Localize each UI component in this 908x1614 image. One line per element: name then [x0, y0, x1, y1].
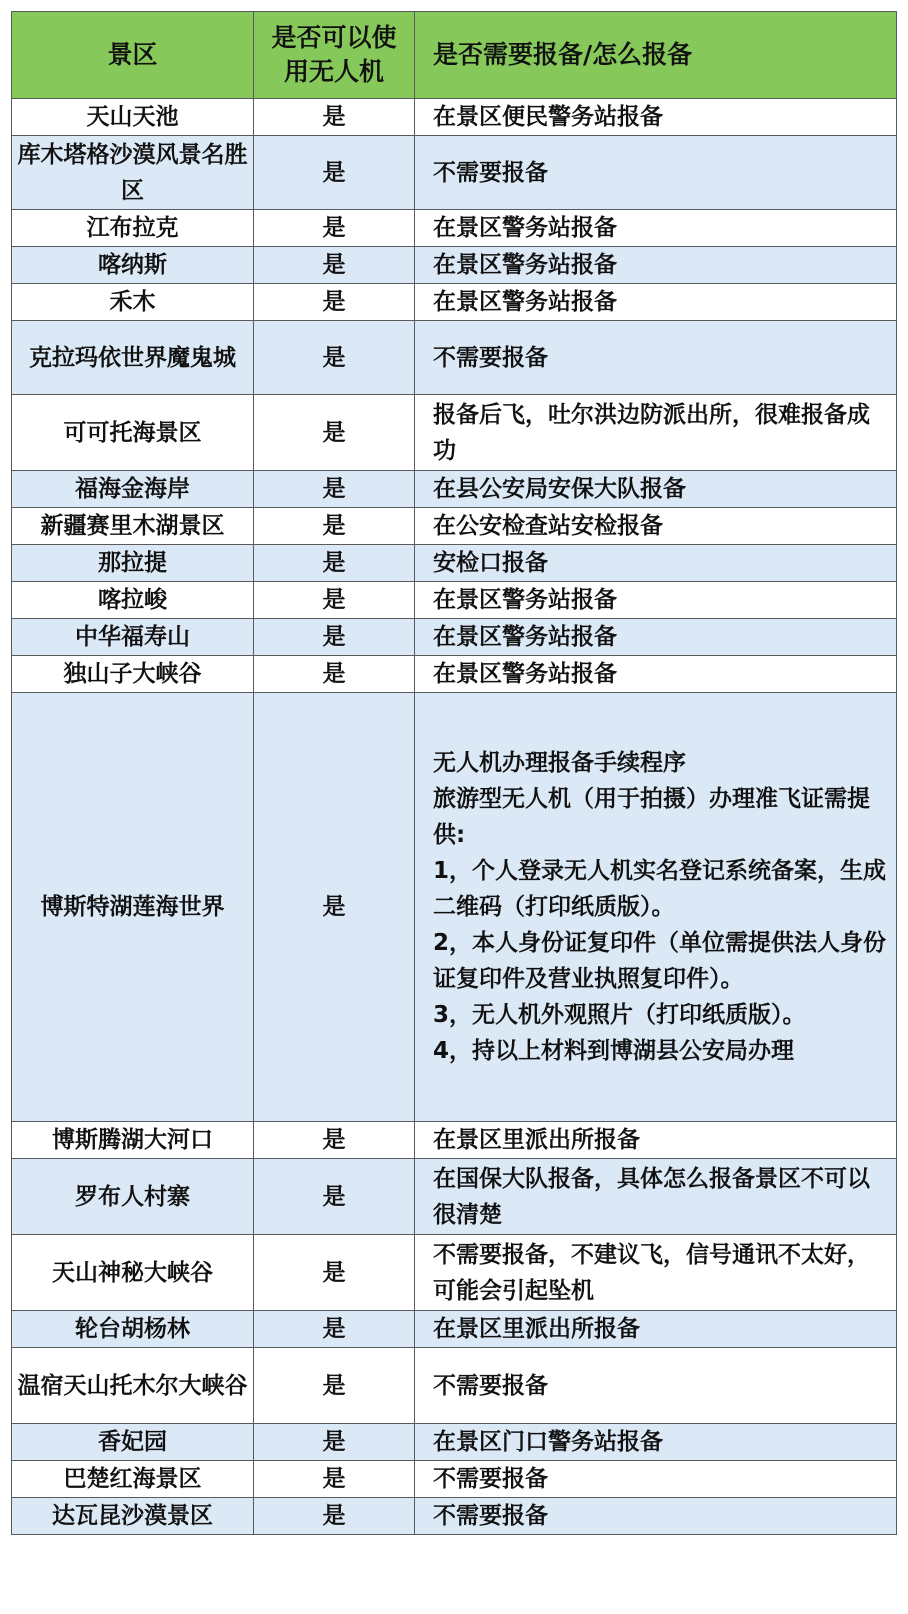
scenic-area-name: 江布拉克: [12, 210, 254, 247]
table-row: [12, 136, 897, 210]
scenic-area-name: 独山子大峡谷: [12, 656, 254, 693]
registration-note: 安检口报备: [415, 545, 897, 582]
table-row: [12, 471, 897, 508]
drone-allowed-value: 是: [254, 693, 415, 1122]
table-row: [12, 582, 897, 619]
drone-allowed-value: 是: [254, 1498, 415, 1535]
header-scenic-area: 景区: [12, 12, 254, 99]
table-row: [12, 99, 897, 136]
registration-note: 在景区警务站报备: [415, 582, 897, 619]
drone-allowed-value: 是: [254, 247, 415, 284]
registration-note: 无人机办理报备手续程序 旅游型无人机（用于拍摄）办理准飞证需提供: 1，个人登录无人机实名登记系统备案，生成二维码（打印纸质版）。 2，本人身份证复印件（单位需提供法人身份证复印件及营业执照复印件）。 3，无人机外观照片（打印纸质版）。 4，持以上材料到博湖县公安局办理: [415, 693, 897, 1122]
registration-note: 不需要报备: [415, 1461, 897, 1498]
drone-allowed-value: 是: [254, 1159, 415, 1235]
drone-allowed-value: 是: [254, 284, 415, 321]
table-row: [12, 1311, 897, 1348]
drone-allowed-value: 是: [254, 1235, 415, 1311]
drone-allowed-value: 是: [254, 395, 415, 471]
drone-allowed-value: 是: [254, 545, 415, 582]
registration-note: 在景区警务站报备: [415, 210, 897, 247]
scenic-area-name: 轮台胡杨林: [12, 1311, 254, 1348]
scenic-area-name: 天山天池: [12, 99, 254, 136]
registration-note: 不需要报备: [415, 136, 897, 210]
drone-allowed-value: 是: [254, 582, 415, 619]
registration-note: 在景区门口警务站报备: [415, 1424, 897, 1461]
registration-note: 不需要报备，不建议飞，信号通讯不太好，可能会引起坠机: [415, 1235, 897, 1311]
registration-note: 在景区里派出所报备: [415, 1122, 897, 1159]
registration-note: 不需要报备: [415, 1348, 897, 1424]
scenic-area-name: 罗布人村寨: [12, 1159, 254, 1235]
scenic-area-name: 博斯腾湖大河口: [12, 1122, 254, 1159]
table-row: [12, 508, 897, 545]
table-row: [12, 1424, 897, 1461]
scenic-area-name: 巴楚红海景区: [12, 1461, 254, 1498]
registration-note: 在景区里派出所报备: [415, 1311, 897, 1348]
registration-note: 在县公安局安保大队报备: [415, 471, 897, 508]
scenic-area-name: 新疆赛里木湖景区: [12, 508, 254, 545]
registration-note: 在公安检查站安检报备: [415, 508, 897, 545]
scenic-area-name: 天山神秘大峡谷: [12, 1235, 254, 1311]
header-registration: 是否需要报备/怎么报备: [415, 12, 897, 99]
scenic-area-name: 禾木: [12, 284, 254, 321]
table-row: [12, 1159, 897, 1235]
drone-allowed-value: 是: [254, 656, 415, 693]
scenic-area-name: 福海金海岸: [12, 471, 254, 508]
drone-allowed-value: 是: [254, 619, 415, 656]
table-body: [12, 99, 897, 1535]
table-row: [12, 1348, 897, 1424]
scenic-area-name: 喀拉峻: [12, 582, 254, 619]
drone-allowed-value: 是: [254, 1122, 415, 1159]
drone-allowed-value: 是: [254, 508, 415, 545]
table-header-row: [12, 12, 897, 99]
table-row: [12, 284, 897, 321]
table-row: [12, 619, 897, 656]
registration-note: 在国保大队报备，具体怎么报备景区不可以很清楚: [415, 1159, 897, 1235]
drone-allowed-value: 是: [254, 1424, 415, 1461]
registration-note: 在景区便民警务站报备: [415, 99, 897, 136]
scenic-area-name: 克拉玛依世界魔鬼城: [12, 321, 254, 395]
table-row: [12, 656, 897, 693]
scenic-area-name: 可可托海景区: [12, 395, 254, 471]
table-row: [12, 693, 897, 1122]
registration-note: 在景区警务站报备: [415, 656, 897, 693]
table-row: [12, 1461, 897, 1498]
drone-allowed-value: 是: [254, 1311, 415, 1348]
header-drone-allowed: 是否可以使 用无人机: [254, 12, 415, 99]
registration-note: 在景区警务站报备: [415, 247, 897, 284]
scenic-area-name: 中华福寿山: [12, 619, 254, 656]
drone-allowed-value: 是: [254, 471, 415, 508]
registration-note: 不需要报备: [415, 1498, 897, 1535]
scenic-area-name: 博斯特湖莲海世界: [12, 693, 254, 1122]
table-row: [12, 321, 897, 395]
table-row: [12, 1498, 897, 1535]
drone-allowed-value: 是: [254, 321, 415, 395]
registration-note: 报备后飞，吐尔洪边防派出所，很难报备成功: [415, 395, 897, 471]
drone-allowed-value: 是: [254, 1348, 415, 1424]
scenic-area-name: 香妃园: [12, 1424, 254, 1461]
scenic-area-name: 喀纳斯: [12, 247, 254, 284]
drone-policy-table-container: [11, 11, 896, 1535]
scenic-area-name: 达瓦昆沙漠景区: [12, 1498, 254, 1535]
registration-note: 在景区警务站报备: [415, 284, 897, 321]
table-row: [12, 1235, 897, 1311]
registration-note: 在景区警务站报备: [415, 619, 897, 656]
table-row: [12, 395, 897, 471]
drone-allowed-value: 是: [254, 210, 415, 247]
scenic-area-name: 那拉提: [12, 545, 254, 582]
table-row: [12, 1122, 897, 1159]
table-row: [12, 545, 897, 582]
drone-allowed-value: 是: [254, 99, 415, 136]
table-row: [12, 247, 897, 284]
drone-allowed-value: 是: [254, 136, 415, 210]
drone-allowed-value: 是: [254, 1461, 415, 1498]
scenic-area-name: 库木塔格沙漠风景名胜区: [12, 136, 254, 210]
table-row: [12, 210, 897, 247]
registration-note: 不需要报备: [415, 321, 897, 395]
scenic-area-name: 温宿天山托木尔大峡谷: [12, 1348, 254, 1424]
drone-policy-table: [11, 11, 897, 1535]
